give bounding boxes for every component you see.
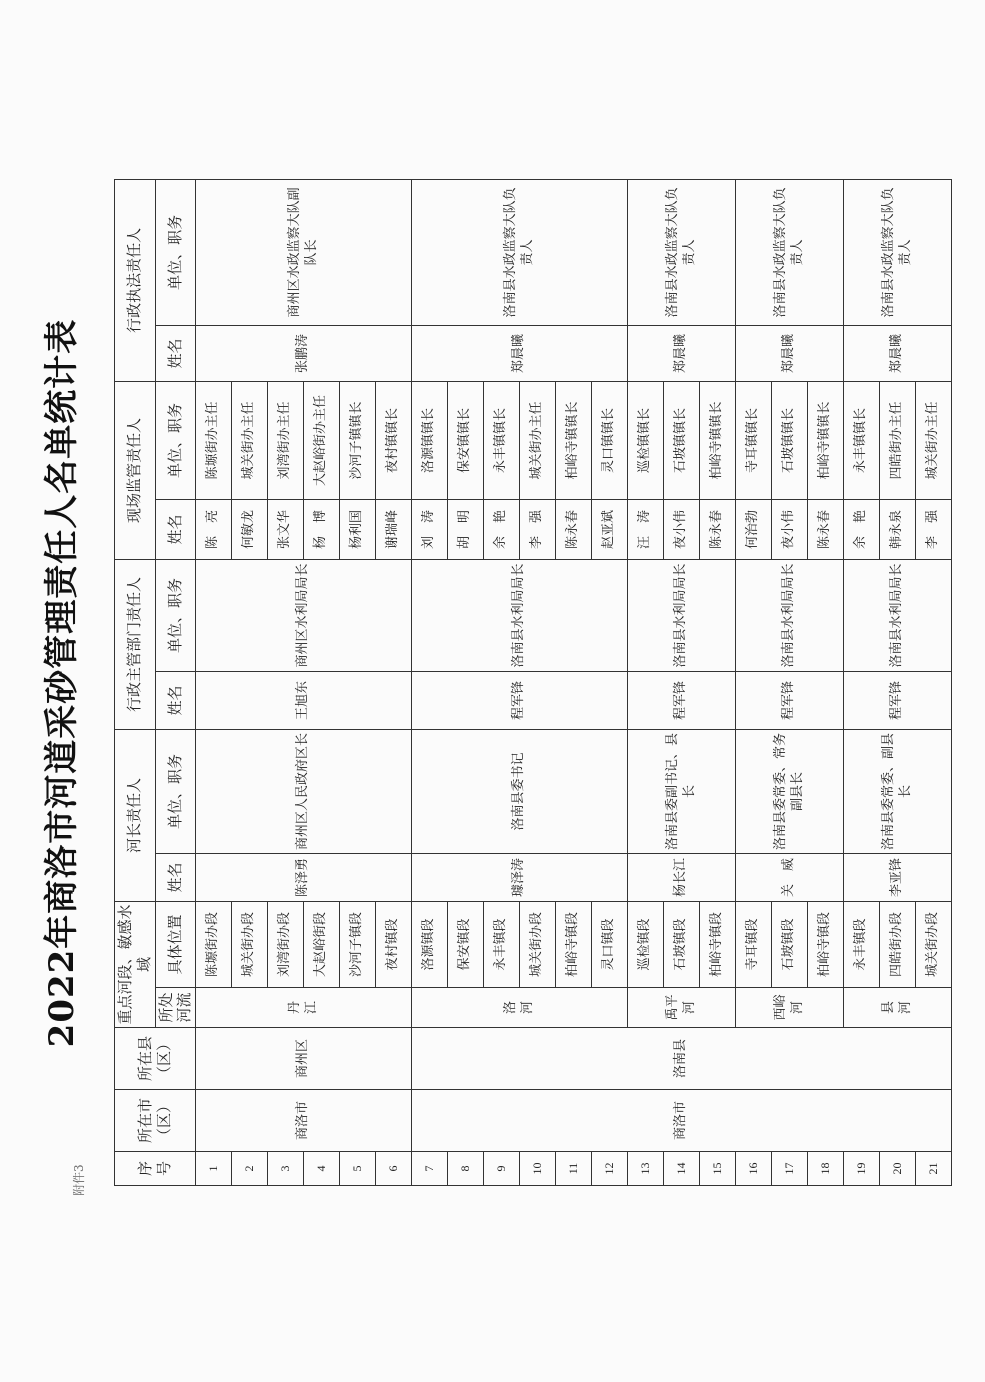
header-law-enforcement: 行政执法责任人 [115, 179, 156, 381]
location-cell: 城关街办段 [520, 901, 556, 987]
location-cell: 刘湾街办段 [268, 901, 304, 987]
seq-cell: 7 [412, 1152, 448, 1186]
header-name: 姓名 [155, 499, 196, 559]
table-row [196, 179, 232, 1185]
admin-unit: 洛南县水利局局长 [412, 559, 628, 671]
supervisor-name: 李 强 [520, 499, 556, 559]
document-title: 2022年商洛市河道采砂管理责任人名单统计表 [42, 318, 82, 1048]
header-county: 所在县（区） [115, 1028, 196, 1090]
river-chief-name: 璩泽涛 [412, 853, 628, 901]
supervisor-name: 陈 亮 [196, 499, 232, 559]
river-cell: 西峪河 [736, 988, 844, 1028]
location-cell: 陈塬街办段 [196, 901, 232, 987]
attachment-label: 附件3 [72, 1164, 86, 1196]
supervisor-unit: 柏峪寺镇镇长 [700, 381, 736, 499]
seq-cell: 19 [844, 1152, 880, 1186]
seq-cell: 10 [520, 1152, 556, 1186]
supervisor-name: 何敏龙 [232, 499, 268, 559]
seq-cell: 16 [736, 1152, 772, 1186]
admin-unit: 洛南县水利局局长 [844, 559, 952, 671]
supervisor-name: 张文华 [268, 499, 304, 559]
river-chief-name: 陈泽勇 [196, 853, 412, 901]
admin-unit: 洛南县水利局局长 [736, 559, 844, 671]
admin-unit: 商州区水利局局长 [196, 559, 412, 671]
supervisor-unit: 永丰镇镇长 [484, 381, 520, 499]
supervisor-name: 余 艳 [844, 499, 880, 559]
supervisor-unit: 城关街办主任 [520, 381, 556, 499]
header-location: 具体位置 [155, 901, 196, 987]
seq-cell: 21 [916, 1152, 952, 1186]
header-unit-title: 单位、职务 [155, 179, 196, 325]
supervisor-unit: 柏峪寺镇镇长 [808, 381, 844, 499]
supervisor-name: 何治勃 [736, 499, 772, 559]
supervisor-unit: 陈塬街办主任 [196, 381, 232, 499]
supervisor-name: 陈永春 [556, 499, 592, 559]
location-cell: 柏峪寺镇段 [700, 901, 736, 987]
law-unit: 商州区水政监察大队副队长 [196, 179, 412, 325]
seq-cell: 11 [556, 1152, 592, 1186]
admin-name: 王旭东 [196, 671, 412, 729]
seq-cell: 3 [268, 1152, 304, 1186]
location-cell: 永丰镇段 [484, 901, 520, 987]
supervisor-unit: 洛源镇镇长 [412, 381, 448, 499]
seq-cell: 1 [196, 1152, 232, 1186]
location-cell: 巡检镇段 [628, 901, 664, 987]
law-unit: 洛南县水政监察大队负责人 [736, 179, 844, 325]
location-cell: 石坡镇段 [664, 901, 700, 987]
location-cell: 石坡镇段 [772, 901, 808, 987]
supervisor-unit: 保安镇镇长 [448, 381, 484, 499]
location-cell: 永丰镇段 [844, 901, 880, 987]
law-name: 郑晨曦 [412, 325, 628, 381]
location-cell: 灵口镇段 [592, 901, 628, 987]
supervisor-unit: 城关街办主任 [232, 381, 268, 499]
law-name: 郑晨曦 [628, 325, 736, 381]
header-key-section: 重点河段、敏感水域 [115, 901, 156, 1027]
supervisor-name: 李 强 [916, 499, 952, 559]
seq-cell: 2 [232, 1152, 268, 1186]
seq-cell: 5 [340, 1152, 376, 1186]
table-row [412, 179, 448, 1185]
header-name: 姓名 [155, 853, 196, 901]
header-name: 姓名 [155, 671, 196, 729]
seq-cell: 18 [808, 1152, 844, 1186]
header-name: 姓名 [155, 325, 196, 381]
seq-cell: 14 [664, 1152, 700, 1186]
supervisor-unit: 永丰镇镇长 [844, 381, 880, 499]
seq-cell: 20 [880, 1152, 916, 1186]
responsibility-table [114, 179, 952, 1186]
header-unit-title: 单位、职务 [155, 729, 196, 853]
seq-cell: 8 [448, 1152, 484, 1186]
header-river: 所处河流 [155, 988, 196, 1028]
city-cell: 商洛市 [196, 1090, 412, 1152]
supervisor-name: 夜小伟 [772, 499, 808, 559]
admin-name: 程军锋 [628, 671, 736, 729]
river-cell: 洛 河 [412, 988, 628, 1028]
law-name: 张鹏涛 [196, 325, 412, 381]
law-name: 郑晨曦 [736, 325, 844, 381]
header-unit-title: 单位、职务 [155, 559, 196, 671]
river-cell: 丹 江 [196, 988, 412, 1028]
river-chief-name: 杨长江 [628, 853, 736, 901]
river-chief-unit: 洛南县委副书记、县长 [628, 729, 736, 853]
river-cell: 禹平河 [628, 988, 736, 1028]
location-cell: 保安镇段 [448, 901, 484, 987]
location-cell: 大赵峪街段 [304, 901, 340, 987]
header-unit-title: 单位、职务 [155, 381, 196, 499]
rotated-document [42, 180, 941, 1196]
header-site-supervisor: 现场监管责任人 [115, 381, 156, 559]
location-cell: 四皓街办段 [880, 901, 916, 987]
supervisor-unit: 大赵峪街办主任 [304, 381, 340, 499]
supervisor-unit: 柏峪寺镇镇长 [556, 381, 592, 499]
seq-cell: 12 [592, 1152, 628, 1186]
location-cell: 夜村镇段 [376, 901, 412, 987]
law-unit: 洛南县水政监察大队负责人 [628, 179, 736, 325]
county-cell: 洛南县 [412, 1028, 952, 1090]
location-cell: 柏峪寺镇段 [556, 901, 592, 987]
supervisor-name: 胡 明 [448, 499, 484, 559]
header-seq: 序号 [115, 1152, 196, 1186]
seq-cell: 4 [304, 1152, 340, 1186]
supervisor-unit: 石坡镇镇长 [772, 381, 808, 499]
location-cell: 洛源镇段 [412, 901, 448, 987]
supervisor-unit: 石坡镇镇长 [664, 381, 700, 499]
river-chief-unit: 洛南县委常委、常务副县长 [736, 729, 844, 853]
location-cell: 沙河子镇段 [340, 901, 376, 987]
supervisor-name: 夜小伟 [664, 499, 700, 559]
header-admin-dept: 行政主管部门责任人 [115, 559, 156, 729]
river-chief-unit: 商州区人民政府区长 [196, 729, 412, 853]
supervisor-name: 汪 涛 [628, 499, 664, 559]
seq-cell: 9 [484, 1152, 520, 1186]
supervisor-unit: 寺耳镇镇长 [736, 381, 772, 499]
law-unit: 洛南县水政监察大队负责人 [844, 179, 952, 325]
river-chief-name: 李亚锋 [844, 853, 952, 901]
admin-name: 程军锋 [412, 671, 628, 729]
supervisor-name: 赵亚斌 [592, 499, 628, 559]
law-unit: 洛南县水政监察大队负责人 [412, 179, 628, 325]
county-cell: 商州区 [196, 1028, 412, 1090]
location-cell: 城关街办段 [232, 901, 268, 987]
supervisor-unit: 四皓街办主任 [880, 381, 916, 499]
river-chief-name: 关 威 [736, 853, 844, 901]
admin-name: 程军锋 [736, 671, 844, 729]
law-name: 郑晨曦 [844, 325, 952, 381]
header-river-chief: 河长责任人 [115, 729, 156, 901]
seq-cell: 6 [376, 1152, 412, 1186]
seq-cell: 13 [628, 1152, 664, 1186]
river-chief-unit: 洛南县委书记 [412, 729, 628, 853]
supervisor-unit: 巡检镇镇长 [628, 381, 664, 499]
supervisor-unit: 沙河子镇镇长 [340, 381, 376, 499]
admin-name: 程军锋 [844, 671, 952, 729]
supervisor-name: 陈永春 [700, 499, 736, 559]
city-cell: 商洛市 [412, 1090, 952, 1152]
supervisor-name: 杨利国 [340, 499, 376, 559]
location-cell: 寺耳镇段 [736, 901, 772, 987]
supervisor-name: 谢瑞峰 [376, 499, 412, 559]
supervisor-unit: 刘湾街办主任 [268, 381, 304, 499]
seq-cell: 15 [700, 1152, 736, 1186]
supervisor-name: 陈永春 [808, 499, 844, 559]
supervisor-name: 韩永泉 [880, 499, 916, 559]
supervisor-name: 刘 涛 [412, 499, 448, 559]
river-chief-unit: 洛南县委常委、副县长 [844, 729, 952, 853]
river-cell: 县 河 [844, 988, 952, 1028]
header-city: 所在市（区） [115, 1090, 196, 1152]
supervisor-name: 杨 博 [304, 499, 340, 559]
supervisor-unit: 夜村镇镇长 [376, 381, 412, 499]
location-cell: 柏峪寺镇段 [808, 901, 844, 987]
admin-unit: 洛南县水利局局长 [628, 559, 736, 671]
supervisor-unit: 城关街办主任 [916, 381, 952, 499]
supervisor-name: 余 艳 [484, 499, 520, 559]
supervisor-unit: 灵口镇镇长 [592, 381, 628, 499]
seq-cell: 17 [772, 1152, 808, 1186]
location-cell: 城关街办段 [916, 901, 952, 987]
